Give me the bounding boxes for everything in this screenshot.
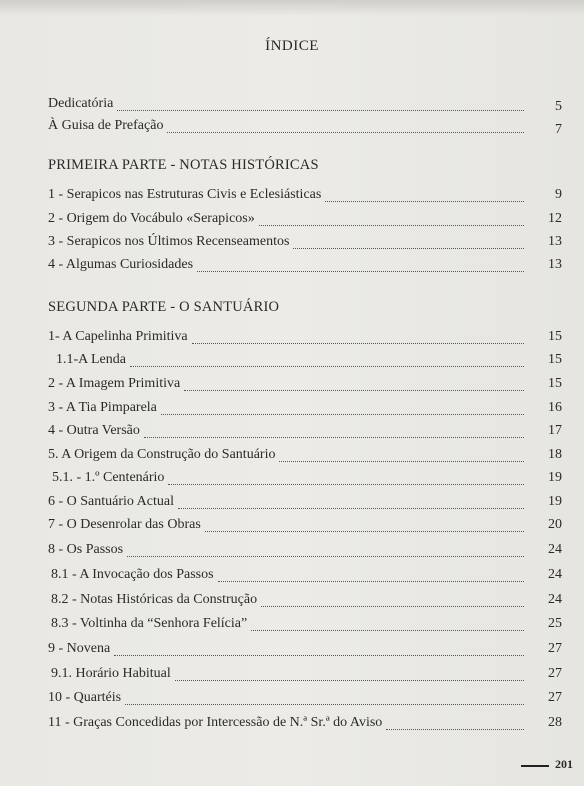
toc-entry bbox=[51, 566, 562, 584]
toc-entry-label: 1- A Capelinha Primitiva bbox=[48, 329, 188, 344]
toc-entry bbox=[52, 469, 562, 487]
dot-leader bbox=[192, 325, 524, 344]
dot-leader bbox=[325, 183, 524, 202]
dot-leader bbox=[168, 466, 524, 485]
footer-dash bbox=[521, 765, 549, 767]
toc-entry bbox=[48, 714, 562, 732]
toc-entry-label: 4 - Algumas Curiosidades bbox=[48, 257, 194, 272]
toc-entry-page: 24 bbox=[548, 542, 562, 557]
dot-leader bbox=[251, 612, 524, 631]
toc-entry-page: 7 bbox=[555, 122, 562, 137]
toc-entry-page: 9 bbox=[555, 187, 562, 202]
dot-leader bbox=[178, 490, 524, 509]
toc-entry bbox=[48, 186, 562, 204]
toc-entry-label: 9.1. Horário Habitual bbox=[51, 666, 171, 681]
dot-leader bbox=[144, 419, 524, 438]
dot-leader bbox=[205, 513, 524, 532]
dot-leader bbox=[167, 114, 524, 133]
toc-entry bbox=[48, 689, 562, 707]
toc-entry bbox=[48, 422, 562, 440]
dot-leader bbox=[127, 538, 524, 557]
toc-entry bbox=[56, 351, 562, 369]
toc-entry bbox=[48, 493, 562, 511]
toc-entry-label: 1 - Serapicos nas Estruturas Civis e Eclesiásticas bbox=[48, 187, 322, 202]
toc-entry-label: 3 - Serapicos nos Últimos Recenseamentos bbox=[48, 234, 290, 249]
toc-entry-page: 15 bbox=[548, 329, 562, 344]
toc-entry-page: 27 bbox=[548, 641, 562, 656]
toc-entry-label: 1.1-A Lenda bbox=[56, 352, 126, 367]
toc-entry bbox=[48, 446, 562, 464]
toc-entry bbox=[48, 375, 562, 393]
toc-entry-label: 9 - Novena bbox=[48, 641, 111, 656]
toc-entry-label: Dedicatória bbox=[48, 96, 114, 111]
toc-entry-page: 13 bbox=[548, 234, 562, 249]
dot-leader bbox=[117, 92, 524, 111]
page-title: ÍNDICE bbox=[265, 38, 319, 54]
toc-entry-label: 8.1 - A Invocação dos Passos bbox=[51, 567, 214, 582]
toc-entry-label: 8.2 - Notas Históricas da Construção bbox=[51, 592, 258, 607]
toc-entry-page: 15 bbox=[548, 352, 562, 367]
toc-entry bbox=[48, 541, 562, 559]
toc-entry-label: 2 - A Imagem Primitiva bbox=[48, 376, 181, 391]
toc-entry-label: 2 - Origem do Vocábulo «Serapicos» bbox=[48, 211, 255, 226]
toc-entry-label: 7 - O Desenrolar das Obras bbox=[48, 517, 201, 532]
toc-entry-page: 18 bbox=[548, 447, 562, 462]
dot-leader bbox=[279, 443, 524, 462]
dot-leader bbox=[293, 230, 524, 249]
dot-leader bbox=[197, 253, 524, 272]
toc-entry bbox=[48, 233, 562, 251]
toc-entry-page: 27 bbox=[548, 690, 562, 705]
dot-leader bbox=[259, 207, 524, 226]
toc-entry-page: 5 bbox=[555, 99, 562, 114]
toc-entry-page: 12 bbox=[548, 211, 562, 226]
toc-entry-page: 28 bbox=[548, 715, 562, 730]
part2-heading: SEGUNDA PARTE - O SANTUÁRIO bbox=[48, 299, 280, 315]
toc-entry bbox=[48, 640, 562, 658]
toc-entry-page: 19 bbox=[548, 470, 562, 485]
part1-heading: PRIMEIRA PARTE - NOTAS HISTÓRICAS bbox=[48, 157, 319, 173]
toc-entry-page: 25 bbox=[548, 616, 562, 631]
toc-entry bbox=[51, 591, 562, 609]
dot-leader bbox=[161, 396, 524, 415]
dot-leader bbox=[130, 348, 524, 367]
dot-leader bbox=[218, 563, 524, 582]
dot-leader bbox=[125, 686, 524, 705]
toc-entry-page: 17 bbox=[548, 423, 562, 438]
page-number: 201 bbox=[555, 757, 573, 771]
toc-entry bbox=[48, 516, 562, 534]
toc-entry-page: 24 bbox=[548, 567, 562, 582]
dot-leader bbox=[175, 662, 524, 681]
toc-entry-label: 11 - Graças Concedidas por Intercessão de N.ª Sr.ª do Aviso bbox=[48, 715, 383, 730]
toc-entry-label: À Guisa de Prefação bbox=[48, 118, 164, 133]
toc-entry-page: 15 bbox=[548, 376, 562, 391]
toc-entry-prefacao bbox=[48, 117, 562, 135]
toc-entry bbox=[48, 210, 562, 228]
toc-entry-page: 24 bbox=[548, 592, 562, 607]
toc-entry-dedicatoria bbox=[48, 95, 562, 113]
toc-entry-page: 20 bbox=[548, 517, 562, 532]
toc-entry-label: 5.1. - 1.º Centenário bbox=[52, 470, 165, 485]
toc-entry bbox=[48, 399, 562, 417]
toc-entry bbox=[51, 615, 562, 633]
dot-leader bbox=[184, 372, 524, 391]
toc-entry-page: 13 bbox=[548, 257, 562, 272]
toc-entry-label: 8 - Os Passos bbox=[48, 542, 124, 557]
toc-entry-label: 6 - O Santuário Actual bbox=[48, 494, 174, 509]
toc-entry bbox=[48, 256, 562, 274]
page-edge-shadow bbox=[0, 0, 584, 16]
toc-entry bbox=[48, 328, 562, 346]
toc-entry-label: 5. A Origem da Construção do Santuário bbox=[48, 447, 276, 462]
dot-leader bbox=[114, 637, 524, 656]
toc-entry-label: 4 - Outra Versão bbox=[48, 423, 140, 438]
toc-entry-label: 10 - Quartéis bbox=[48, 690, 122, 705]
toc-entry-label: 8.3 - Voltinha da “Senhora Felícia” bbox=[51, 616, 248, 631]
toc-entry-page: 19 bbox=[548, 494, 562, 509]
dot-leader bbox=[386, 711, 524, 730]
toc-entry-page: 27 bbox=[548, 666, 562, 681]
dot-leader bbox=[261, 588, 524, 607]
toc-entry bbox=[51, 665, 562, 683]
toc-entry-label: 3 - A Tia Pimparela bbox=[48, 400, 157, 415]
toc-entry-page: 16 bbox=[548, 400, 562, 415]
